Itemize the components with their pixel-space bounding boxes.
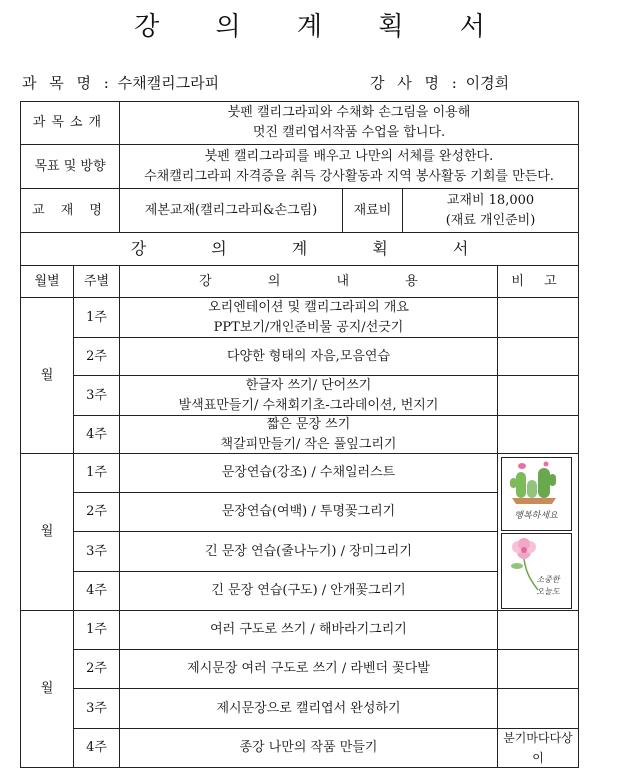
week-cell: 3주 — [73, 688, 120, 729]
goal-line-2: 수채캘리그라피 자격증을 취득 강사활동과 지역 봉사활동 기회를 만든다. — [144, 168, 554, 184]
week-cell: 3주 — [73, 375, 120, 416]
content-cell — [119, 297, 498, 338]
goal-content — [119, 144, 579, 189]
textbook-value: 제본교재(캘리그라피&손그림) — [119, 188, 343, 233]
note-cell — [497, 375, 579, 416]
content-line-1: 오리엔테이션 및 캘리그라피의 개요 — [208, 299, 409, 315]
content-cell — [119, 415, 498, 454]
col-week-header: 주별 — [73, 265, 120, 298]
content-cell: 제시문장으로 캘리엽서 완성하기 — [119, 688, 498, 729]
content-cell: 긴 문장 연습(구도) / 안개꽃그리기 — [119, 571, 498, 611]
goal-line-1: 붓펜 캘리그라피를 배우고 나만의 서체를 완성한다. — [204, 148, 494, 164]
plan-title: 강 의 계 획 서 — [20, 232, 579, 266]
material-fee-line-2: (재료 개인준비) — [445, 212, 536, 228]
intro-label: 과목소개 — [20, 101, 120, 145]
intro-line-1: 붓펜 캘리그라피와 수채화 손그림을 이용해 — [227, 105, 471, 120]
note-cell — [497, 610, 579, 650]
note-cell — [497, 688, 579, 729]
content-cell: 제시문장 여러 구도로 쓰기 / 라벤더 꽃다발 — [119, 649, 498, 689]
col-note-header: 비 고 — [497, 265, 579, 298]
document-title: 강 의 계 획 서 — [134, 12, 509, 42]
content-line-1: 짧은 문장 쓰기 — [266, 416, 351, 432]
week-cell: 3주 — [73, 531, 120, 572]
course-name-label: 과 목 명 : — [22, 74, 113, 92]
week-cell: 4주 — [73, 728, 120, 768]
content-line-2: PPT보기/개인준비물 공지/선긋기 — [213, 319, 404, 335]
goal-label: 목표 및 방향 — [20, 144, 120, 189]
course-name-field — [22, 72, 219, 93]
cactus-illustration — [501, 457, 572, 531]
material-fee-value — [402, 188, 579, 233]
flower-illustration — [501, 533, 572, 609]
content-cell: 다양한 형태의 자음,모음연습 — [119, 337, 498, 376]
material-fee-label: 재료비 — [342, 188, 403, 233]
content-cell: 문장연습(여백) / 투명꽃그리기 — [119, 492, 498, 532]
week-cell: 4주 — [73, 415, 120, 454]
col-content-header: 강 의 내 용 — [119, 265, 498, 298]
intro-content — [119, 101, 579, 145]
instructor-label: 강 사 명 : — [370, 74, 461, 92]
intro-line-2: 멋진 캘리엽서작품 수업을 합니다. — [252, 125, 446, 140]
content-line-2: 책갈피만들기/ 작은 풀잎그리기 — [220, 436, 397, 452]
instructor-value: 이경희 — [465, 74, 510, 92]
month-2-label: 월 — [20, 453, 74, 611]
week-cell: 2주 — [73, 492, 120, 532]
content-cell: 긴 문장 연습(줄나누기) / 장미그리기 — [119, 531, 498, 572]
material-fee-line-1: 교재비 18,000 — [446, 192, 535, 208]
cactus-caption: 행복하세요 — [514, 511, 558, 521]
content-cell: 문장연습(강조) / 수채일러스트 — [119, 453, 498, 493]
week-cell: 1주 — [73, 453, 120, 493]
flower-caption-2: 오늘도 — [536, 587, 560, 596]
content-cell: 종강 나만의 작품 만들기 — [119, 728, 498, 768]
content-line-1: 한글자 쓰기/ 단어쓰기 — [245, 377, 372, 393]
month-3-label: 월 — [20, 610, 74, 768]
content-cell — [119, 375, 498, 416]
textbook-label: 교 재 명 — [20, 188, 120, 233]
content-cell: 여러 구도로 쓰기 / 해바라기그리기 — [119, 610, 498, 650]
week-cell: 2주 — [73, 649, 120, 689]
note-cell — [497, 649, 579, 689]
course-name-value: 수채캘리그라피 — [117, 74, 220, 92]
note-cell — [497, 297, 579, 338]
note-cell — [497, 415, 579, 454]
week-cell: 4주 — [73, 571, 120, 611]
col-month-header: 월별 — [20, 265, 74, 298]
week-cell: 2주 — [73, 337, 120, 376]
note-cell — [497, 337, 579, 376]
month-1-label: 월 — [20, 297, 74, 454]
note-cell: 분기마다다상이 — [497, 728, 579, 768]
content-line-2: 발색표만들기/ 수채회기초-그라데이션, 번지기 — [178, 397, 439, 413]
instructor-field — [370, 72, 509, 93]
flower-caption-1: 소중한 — [536, 575, 560, 584]
week-cell: 1주 — [73, 610, 120, 650]
week-cell: 1주 — [73, 297, 120, 338]
